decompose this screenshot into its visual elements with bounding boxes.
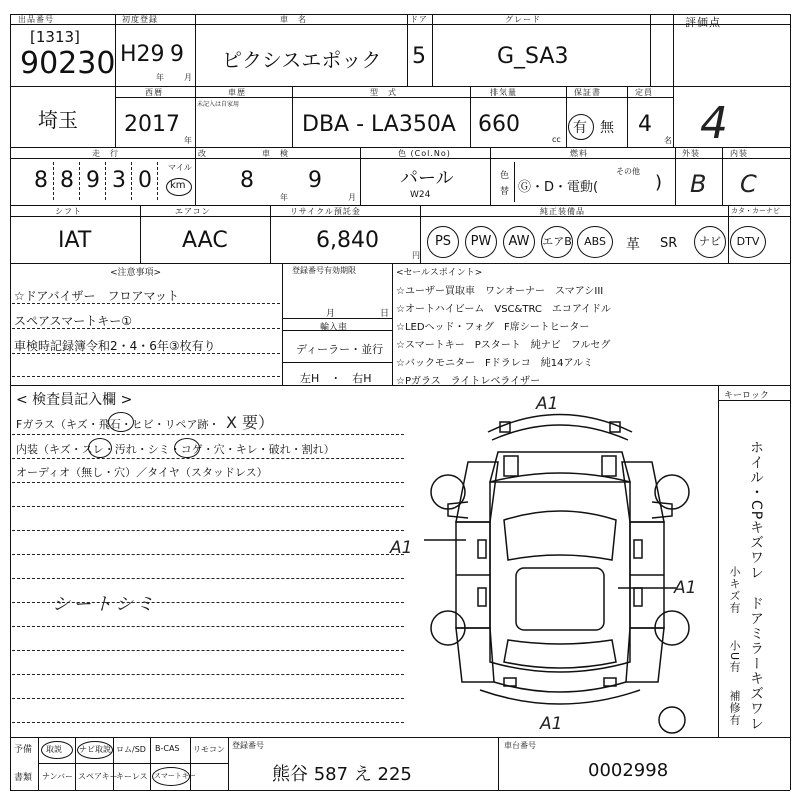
capacity-value: 4 [638, 112, 652, 137]
reg-month: 月 [326, 309, 336, 319]
equip-pw: PW [465, 226, 497, 258]
shift-label: シフト [55, 207, 82, 216]
aircon-value: AAC [182, 228, 228, 253]
grade-value: G_SA3 [497, 44, 569, 69]
mileage-digit: 0 [138, 168, 152, 193]
legend-small-2: 小U有 [728, 640, 741, 674]
plate-label: 登録番号 [232, 741, 264, 750]
caution-item: 車検時記録簿令和2・4・6年③枚有り [14, 339, 216, 353]
car-label: カタ・カーナビ [731, 207, 780, 215]
first-reg-year: H29 [120, 42, 165, 67]
score-value: 4 [700, 98, 728, 149]
doors-value: 5 [412, 44, 426, 69]
model-name: ピクシスエポック [222, 48, 382, 72]
yen-unit: 円 [412, 251, 420, 260]
reserve-label: 予備 [14, 745, 33, 755]
capacity-label: 定員 [635, 88, 653, 97]
region-value: 埼玉 [38, 108, 78, 132]
inspector-title: < 検査員記入欄 > [16, 392, 133, 408]
import-label: 輸入車 [320, 323, 348, 333]
year-unit-2: 年 [184, 136, 192, 145]
mark-rear: A1 [540, 714, 563, 734]
model-label: 車 名 [280, 15, 307, 24]
sales-item: ☆スマートキー Pスタート 純ナビ フルセグ [396, 340, 611, 351]
plate-value: 熊谷 587 え 225 [272, 764, 412, 785]
unit-km: km [170, 180, 186, 191]
interior-line: 内装（キズ・スレ・汚れ・シミ・コゲ・穴・キレ・破れ・割れ） [16, 443, 335, 456]
legend-mirror: ドアミラーキズワレ [748, 596, 764, 731]
lot-sub: [1313] [30, 28, 80, 46]
grade-label: グレード [505, 15, 541, 24]
color-change-2: 替 [500, 187, 510, 197]
aircon-label: エアコン [175, 207, 211, 216]
exterior-grade: B [690, 170, 707, 198]
unit-mile: マイル [168, 163, 192, 172]
chassis-value: 0002998 [588, 760, 669, 781]
glass-line: Fガラス（キズ・飛石・ヒビ・リペア跡・ [16, 418, 220, 431]
lot-label: 出品番号 [18, 15, 54, 24]
shaken-label: 車 検 [262, 149, 289, 158]
year-unit: 年 [156, 73, 164, 82]
mark-front: A1 [536, 394, 559, 414]
equip-dtv: DTV [730, 226, 766, 258]
shaken-year: 8 [240, 168, 254, 193]
footer-item: ロム/SD [116, 745, 146, 754]
fuel-value: Ⓖ・D・電動( [518, 180, 599, 195]
type-value: DBA - LA350A [302, 112, 456, 137]
car-diagram [408, 392, 713, 734]
cc-unit: cc [552, 135, 561, 144]
caution-item: スペアスマートキー① [14, 314, 133, 328]
recycle-value: 6,840 [316, 228, 379, 253]
mileage-digit: 9 [86, 168, 100, 193]
keylock-label: キーロック [724, 391, 769, 401]
color-label: 色 (Col.No) [398, 149, 451, 158]
mileage-flag: 改 [198, 149, 207, 158]
sales-item: ☆ユーザー買取車 ワンオーナー スマアシIII [396, 286, 604, 297]
sales-item: ☆Pガラス ライトレベライザー [396, 376, 541, 387]
docs-label: 書類 [14, 773, 33, 783]
equip-airbag: エアB [541, 226, 573, 258]
fuel-close: ) [655, 172, 663, 193]
interior-grade: C [740, 170, 757, 198]
first-reg-label: 初度登録 [122, 15, 158, 24]
mark-right: A1 [674, 578, 697, 598]
type-label: 型 式 [370, 88, 397, 97]
shaken-year-unit: 年 [280, 193, 288, 202]
shaken-month: 9 [308, 168, 322, 193]
footer-item: 取説 [46, 745, 62, 754]
equip-sunroof: SR [660, 236, 678, 251]
warranty-yes: 有 [573, 120, 587, 136]
color-change-1: 色 [500, 171, 510, 181]
color-code: W24 [410, 190, 431, 200]
footer-item: リモコン [193, 745, 225, 754]
legend-small-3: 補修有 [728, 690, 741, 726]
footer-item: B-CAS [155, 744, 180, 753]
reg-label: 登録番号有効期限 [292, 266, 356, 275]
caution-item: ☆ドアバイザー フロアマット [14, 289, 179, 303]
fuel-other: その他 [616, 167, 640, 176]
fuel-label: 燃料 [570, 149, 588, 158]
equip-leather: 革 [626, 237, 640, 253]
sales-item: ☆オートハイビーム VSC&TRC エコアイドル [396, 304, 611, 315]
interior-circle-2 [174, 438, 200, 458]
year-value: 2017 [124, 112, 180, 137]
recycle-label: リサイクル預託金 [290, 207, 361, 216]
footer-item: スマートキー [154, 772, 196, 780]
displacement-value: 660 [478, 112, 520, 137]
equip-ps: PS [427, 226, 459, 258]
hand-label: 左H ・ 右H [300, 372, 372, 385]
capacity-unit: 名 [664, 136, 672, 145]
interior-label: 内装 [730, 149, 748, 158]
glass-hand-note: X 要） [226, 413, 275, 432]
color-value: パール [400, 168, 454, 189]
displacement-label: 排気量 [490, 88, 517, 97]
footer-item: ナビ取説 [79, 745, 111, 754]
glass-circle [108, 412, 134, 432]
mileage-digit: 3 [112, 168, 126, 193]
equipment-label: 純正装備品 [540, 207, 585, 216]
hand-note: シートシミ [52, 594, 157, 615]
warranty-label: 保証書 [574, 88, 601, 97]
legend-wheel: ホイル・CPキズワレ [748, 440, 764, 581]
doors-label: ドア [410, 15, 428, 24]
history-label: 車歴 [228, 88, 246, 97]
mark-left: A1 [390, 538, 413, 558]
warranty-no: 無 [600, 120, 614, 136]
sales-item: ☆LEDヘッド・フォグ F席シートヒーター [396, 322, 590, 333]
caution-label: <注意事項> [110, 268, 162, 278]
score-label: 評価点 [685, 16, 721, 29]
sales-item: ☆バックモニター Fドラレコ 純14アルミ [396, 358, 594, 369]
equip-abs: ABS [577, 226, 613, 258]
exterior-label: 外装 [682, 149, 700, 158]
legend-small-1: 小キズ有 [728, 566, 741, 614]
sales-label: <セールスポイント> [396, 268, 483, 278]
footer-item: キーレス [116, 772, 148, 781]
month-unit: 月 [184, 73, 192, 82]
lot-number: 90230 [20, 46, 116, 81]
footer-item: スペアキー [78, 772, 118, 781]
mileage-label: 走 行 [92, 149, 119, 158]
mileage-digit: 8 [34, 168, 48, 193]
audio-line: オーディオ（無し・穴）／タイヤ（スタッドレス） [16, 466, 268, 479]
mileage-digit: 8 [60, 168, 74, 193]
first-reg-month: 9 [170, 42, 184, 67]
dealer-label: ディーラー・並行 [296, 343, 384, 356]
equip-aw: AW [503, 226, 535, 258]
interior-circle-1 [88, 438, 112, 458]
chassis-label: 車台番号 [504, 741, 536, 750]
equip-navi: ナビ [694, 226, 726, 258]
shift-value: IAT [58, 228, 92, 253]
shaken-month-unit: 月 [348, 193, 356, 202]
year-label: 西暦 [145, 88, 163, 97]
footer-item: ナンバー [42, 772, 74, 781]
reg-day: 日 [380, 309, 390, 319]
history-note: 未記入は自家用 [197, 101, 240, 108]
